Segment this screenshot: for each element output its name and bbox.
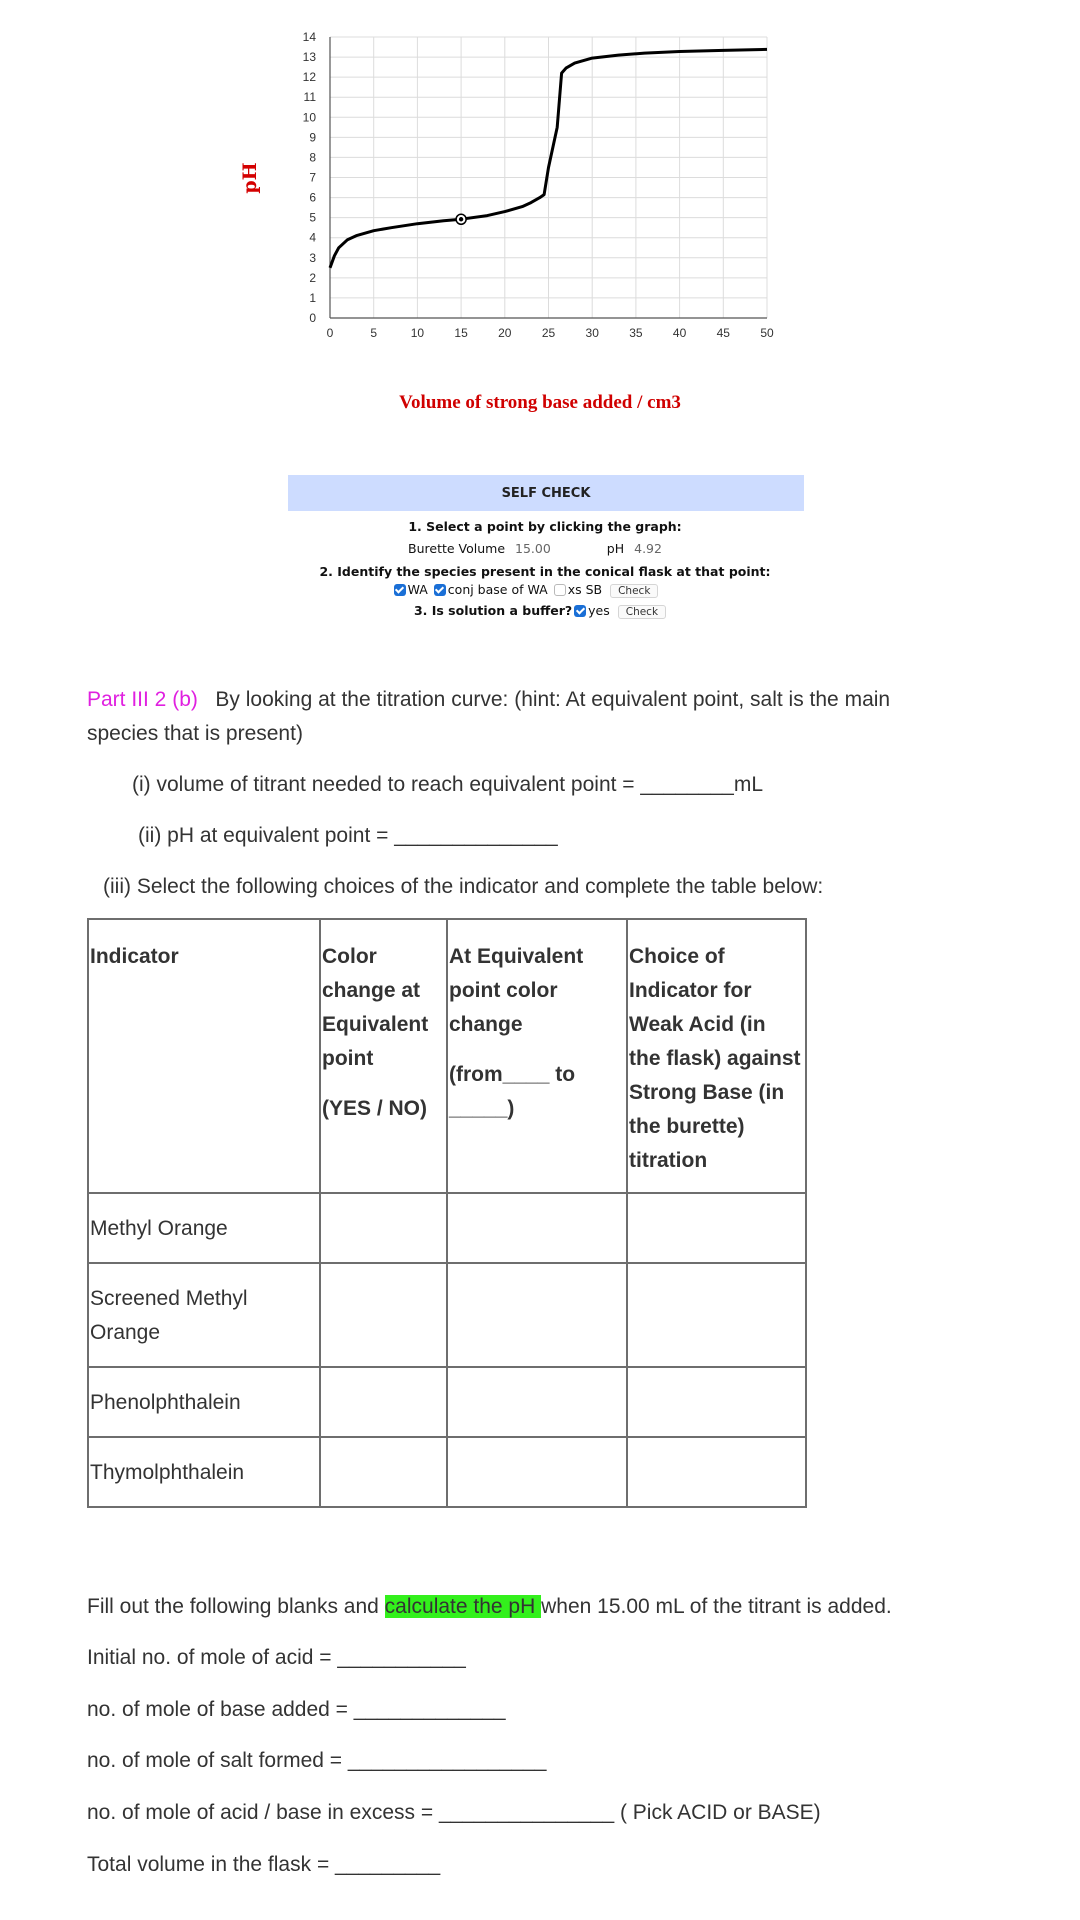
- burette-volume-value: 15.00: [515, 541, 551, 556]
- y-tick-label: 11: [303, 90, 316, 105]
- y-tick-label: 7: [309, 170, 316, 185]
- y-tick-label: 6: [309, 190, 316, 205]
- question-intro-line2: species that is present): [87, 722, 303, 745]
- intro-text: By looking at the titration curve: (hint: At equivalent point, salt is the main: [215, 688, 891, 711]
- moles-in-excess: no. of mole of acid / base in excess = _______________ ( Pick ACID or BASE): [87, 1801, 821, 1824]
- row-phenolphthalein-label: Phenolphthalein: [88, 1367, 320, 1437]
- buffer-question: 3. Is solution a buffer? yes Check: [0, 603, 1080, 619]
- y-tick-label: 5: [309, 210, 316, 225]
- y-tick-label: 2: [309, 270, 316, 285]
- table-row: [88, 1193, 806, 1263]
- ph-label: pH: [606, 541, 625, 556]
- table-header-row: [88, 919, 806, 1193]
- y-tick-label: 8: [309, 150, 316, 165]
- y-tick-label: 1: [309, 290, 316, 305]
- header-eq-color: At Equivalent point color change (from____ to _____): [447, 919, 627, 1193]
- y-tick-label: 0: [309, 311, 316, 325]
- y-tick-label: 9: [309, 130, 316, 145]
- selected-point-dot: [459, 217, 463, 221]
- answer-cell[interactable]: [320, 1193, 447, 1263]
- self-check-step1: 1. Select a point by clicking the graph:: [408, 519, 682, 534]
- burette-volume-label: Burette Volume: [408, 541, 506, 556]
- calc-tail: when 15.00 mL of the titrant is added.: [541, 1595, 892, 1618]
- x-axis-title: Volume of strong base added / cm3: [399, 392, 681, 413]
- answer-cell[interactable]: [627, 1263, 806, 1367]
- answer-cell[interactable]: [320, 1437, 447, 1507]
- question-intro-line1: [87, 688, 890, 712]
- question-ii: (ii) pH at equivalent point = ______________: [138, 824, 558, 847]
- header-choice: Choice of Indicator for Weak Acid (in the flask) against Strong Base (in the burette) titration: [627, 919, 806, 1193]
- row-thymolphthalein-label: Thymolphthalein: [88, 1437, 320, 1507]
- initial-moles-acid: Initial no. of mole of acid = ___________: [87, 1646, 466, 1669]
- xs-sb-checkbox[interactable]: [554, 584, 566, 596]
- check-buffer-button[interactable]: Check: [618, 605, 666, 619]
- answer-cell[interactable]: [627, 1437, 806, 1507]
- highlighted-text: calculate the pH: [384, 1595, 542, 1618]
- x-tick-label: 45: [716, 326, 730, 340]
- header-color-change: Color change at Equivalent point (YES / NO): [320, 919, 447, 1193]
- answer-cell[interactable]: [320, 1367, 447, 1437]
- table-row: [88, 1367, 806, 1437]
- ph-value: 4.92: [634, 541, 662, 556]
- xs-sb-label: xs SB: [567, 582, 603, 597]
- x-tick-label: 10: [410, 326, 425, 340]
- y-tick-label: 12: [302, 70, 316, 85]
- x-tick-label: 50: [760, 326, 774, 340]
- answer-cell[interactable]: [447, 1437, 627, 1507]
- answer-cell[interactable]: [447, 1263, 627, 1367]
- y-tick-label: 14: [302, 30, 316, 44]
- y-tick-label: 13: [302, 50, 316, 65]
- header-indicator: Indicator: [88, 919, 320, 1193]
- moles-base-added: no. of mole of base added = _____________: [87, 1698, 506, 1721]
- answer-cell[interactable]: [320, 1263, 447, 1367]
- y-tick-label: 10: [302, 110, 316, 125]
- wa-checkbox[interactable]: [394, 584, 406, 596]
- check-species-button[interactable]: Check: [610, 584, 658, 598]
- x-tick-label: 35: [629, 326, 643, 340]
- answer-cell[interactable]: [447, 1367, 627, 1437]
- question-i: (i) volume of titrant needed to reach equivalent point = ________mL: [132, 773, 763, 796]
- y-axis-title: pH: [239, 162, 261, 194]
- conj-base-label: conj base of WA: [447, 582, 548, 597]
- calc-instruction: [87, 1595, 892, 1619]
- self-check-readout: [0, 541, 1080, 556]
- x-tick-label: 20: [498, 326, 512, 340]
- answer-cell[interactable]: [447, 1193, 627, 1263]
- buffer-yes-checkbox[interactable]: [574, 605, 586, 617]
- self-check-header: SELF CHECK: [288, 475, 804, 511]
- self-check-step2: 2. Identify the species present in the conical flask at that point:: [319, 564, 771, 579]
- total-volume: Total volume in the flask = _________: [87, 1853, 441, 1876]
- table-row: [88, 1437, 806, 1507]
- x-tick-label: 0: [326, 326, 334, 340]
- species-options: [0, 582, 1070, 598]
- titration-chart[interactable]: [0, 0, 1080, 360]
- x-tick-label: 5: [370, 326, 378, 340]
- wa-label: WA: [407, 582, 428, 597]
- row-screened-methyl-orange-label: Screened Methyl Orange: [88, 1263, 320, 1367]
- moles-salt-formed: no. of mole of salt formed = _________________: [87, 1749, 547, 1772]
- answer-cell[interactable]: [627, 1367, 806, 1437]
- row-methyl-orange-label: Methyl Orange: [88, 1193, 320, 1263]
- buffer-yes-label: yes: [588, 603, 610, 618]
- indicator-table: [87, 918, 807, 1508]
- y-tick-label: 4: [309, 230, 316, 245]
- x-tick-label: 25: [541, 326, 556, 340]
- x-tick-label: 30: [585, 326, 599, 340]
- table-row: [88, 1263, 806, 1367]
- calc-lead: Fill out the following blanks and: [87, 1595, 385, 1618]
- x-tick-label: 15: [454, 326, 468, 340]
- y-tick-label: 3: [309, 250, 316, 265]
- x-tick-label: 40: [672, 326, 687, 340]
- part-label: Part III 2 (b): [87, 688, 198, 711]
- answer-cell[interactable]: [627, 1193, 806, 1263]
- chart-grid: [330, 37, 767, 318]
- question-iii: (iii) Select the following choices of the indicator and complete the table below:: [103, 875, 824, 898]
- conj-base-checkbox[interactable]: [434, 584, 446, 596]
- chart-marker: [456, 214, 466, 224]
